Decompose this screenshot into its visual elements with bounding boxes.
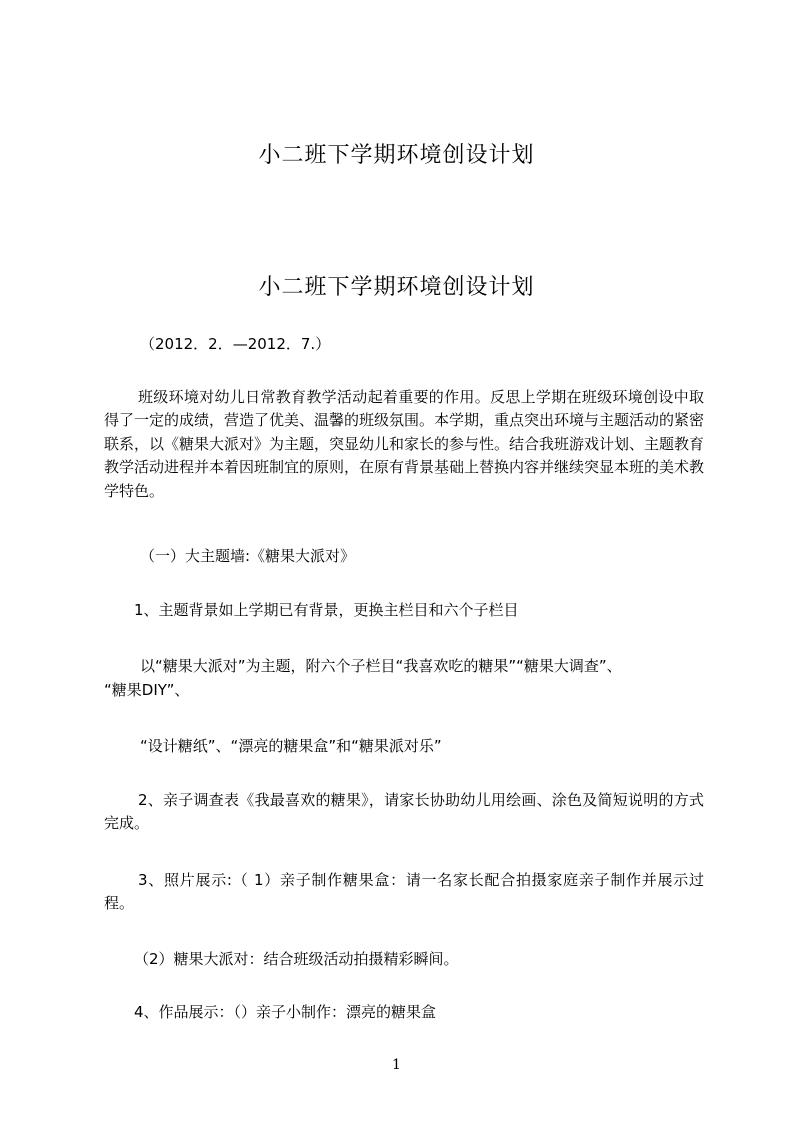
list-item-3-sub: （2）糖果大派对：结合班级活动拍摄精彩瞬间。 — [134, 950, 459, 968]
list-item-2: 2、亲子调查表《我最喜欢的糖果》，请家长协助幼儿用绘画、涂色及简短说明的方式完成。 — [104, 791, 704, 833]
list-item-1-detail-line3: “设计糖纸”、“漂亮的糖果盒”和“糖果派对乐” — [140, 737, 442, 755]
list-item-1-detail-line1: 以“糖果大派对”为主题，附六个子栏目“我喜欢吃的糖果”“糖果大调查”、 — [140, 657, 622, 675]
list-item-1: 1、主题背景如上学期已有背景，更换主栏目和六个子栏目 — [134, 601, 519, 619]
section-heading-theme-wall: （一）大主题墙:《糖果大派对》 — [140, 547, 356, 565]
list-item-3: 3、照片展示:（ 1）亲子制作糖果盒：请一名家长配合拍摄家庭亲子制作并展示过程。 — [104, 871, 704, 913]
list-item-1-detail-line2: “糖果DIY”、 — [104, 681, 190, 699]
list-item-4: 4、作品展示：（）亲子小制作：漂亮的糖果盒 — [134, 1003, 437, 1021]
page-number: 1 — [392, 1057, 401, 1073]
date-range: （2012．2．—2012．7.） — [140, 335, 331, 353]
main-title: 小二班下学期环境创设计划 — [258, 275, 535, 300]
header-title: 小二班下学期环境创设计划 — [258, 143, 535, 168]
intro-paragraph: 班级环境对幼儿日常教育教学活动起着重要的作用。反思上学期在班级环境创设中取得了一定的成绩，营造了优美、温馨的班级氛围。本学期，重点突出环境与主题活动的紧密联系，以《糖果大派对》为主题，突显幼儿和家长的参与性。结合我班游戏计划、主题教育教学活动进程并本着因班制宜的原则，在原有背景基础上替换内容并继续突显本班的美术教学特色。 — [104, 388, 705, 500]
